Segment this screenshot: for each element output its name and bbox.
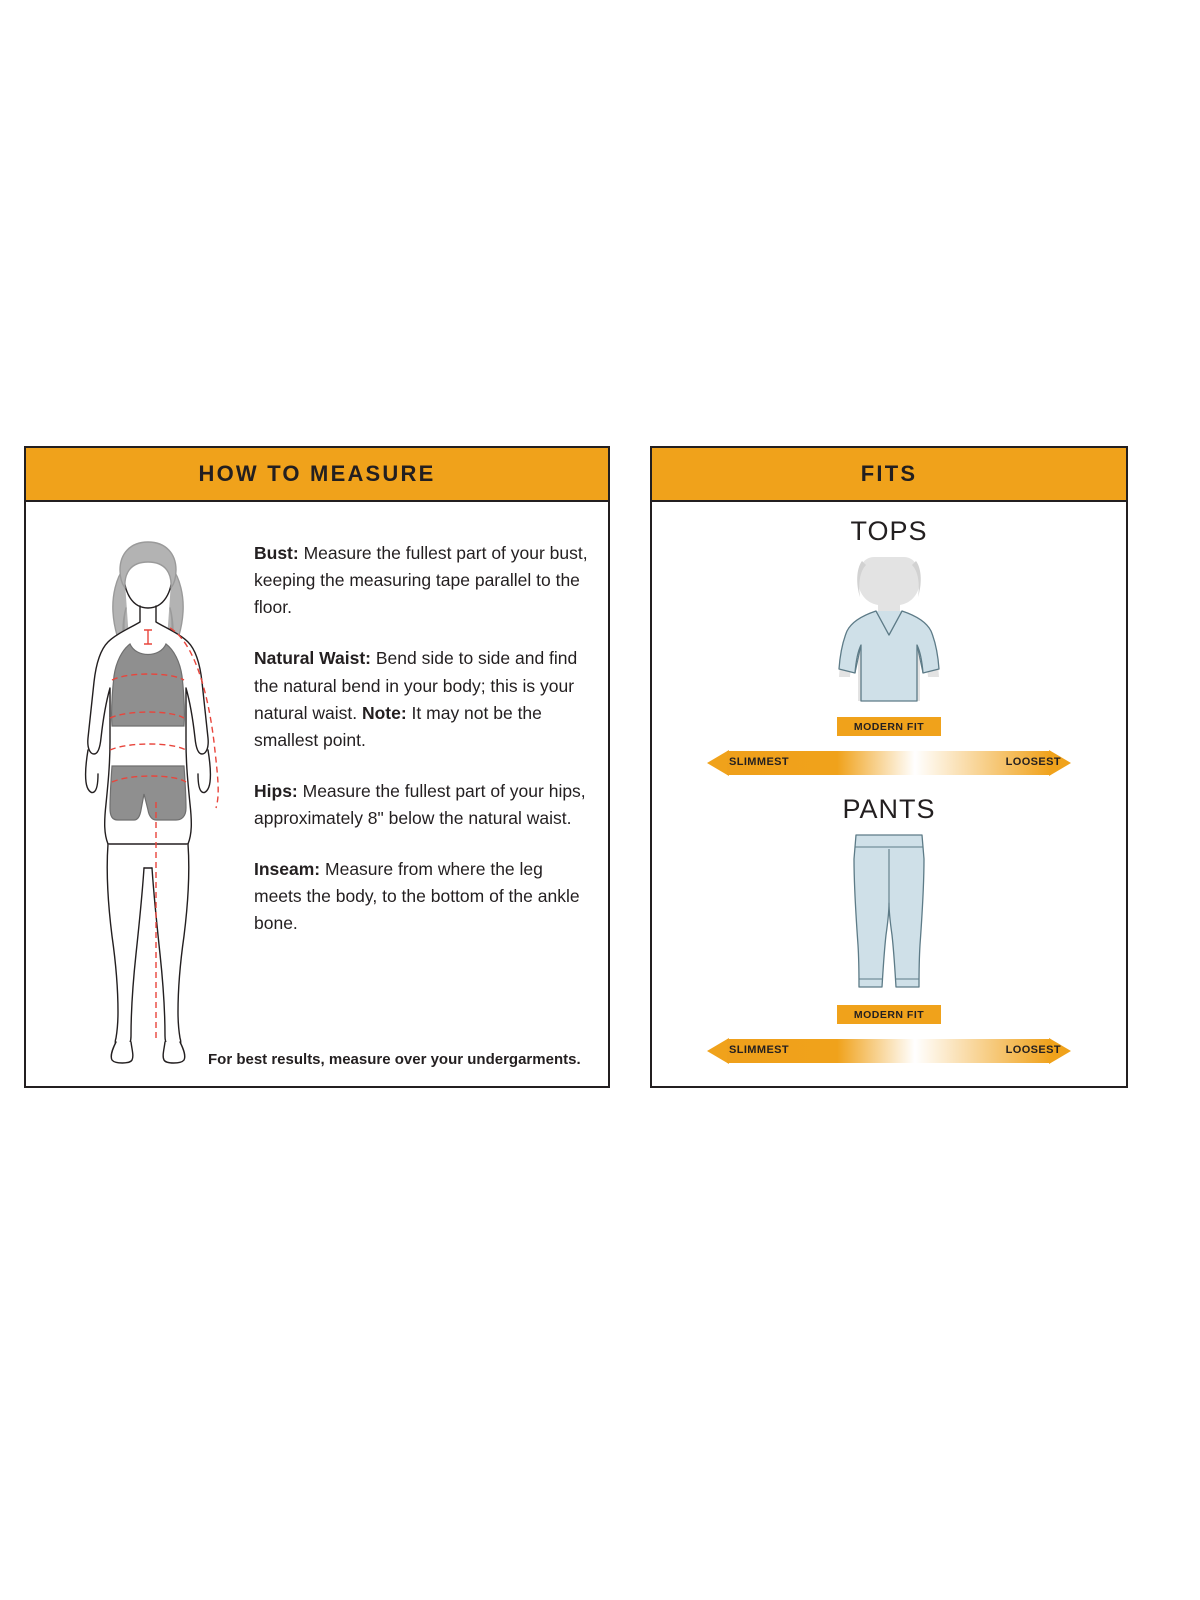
how-to-measure-panel: [24, 446, 610, 1088]
instruction-hips-text: Measure the fullest part of your hips, approximately 8" below the natural waist.: [254, 780, 586, 828]
pants-scale-loosest-label: LOOSEST: [1005, 1044, 1061, 1056]
instruction-note-text: It may not be the smallest point.: [254, 702, 542, 750]
instruction-inseam-text: Measure from where the leg meets the body, to the bottom of the ankle bone.: [254, 859, 580, 934]
instruction-natural-waist-text: Bend side to side and find the natural bend in your body; this is your natural waist.: [254, 648, 578, 723]
pants-fit-scale: [707, 1034, 1071, 1068]
pants-scale-slimmest-label: SLIMMEST: [729, 1044, 790, 1056]
female-body-measurement-figure-icon: [38, 512, 258, 1072]
fits-pants-title: PANTS: [842, 794, 936, 824]
tops-fit-tag: MODERN FIT: [837, 717, 941, 736]
instruction-bust-term: Bust:: [254, 543, 299, 563]
pants-fit-tag: MODERN FIT: [837, 1005, 941, 1024]
instruction-bust-text: Measure the fullest part of your bust, keeping the measuring tape parallel to the floor.: [254, 543, 588, 618]
tops-fit-scale: [707, 746, 1071, 780]
fits-tops-title: TOPS: [850, 516, 928, 546]
instruction-natural-waist: [254, 645, 594, 754]
instruction-note-term: Note:: [361, 702, 407, 723]
instruction-hips: [254, 778, 594, 832]
instruction-hips-term: Hips:: [254, 780, 298, 801]
pants-icon: [652, 829, 1126, 999]
measure-instructions: [254, 540, 594, 938]
tops-scale-loosest-label: LOOSEST: [1005, 756, 1061, 768]
instruction-natural-waist-term: Natural Waist:: [254, 648, 372, 669]
tops-scale-slimmest-label: SLIMMEST: [729, 756, 790, 768]
instruction-inseam: [254, 856, 594, 937]
how-to-measure-body: [26, 502, 608, 1086]
how-to-measure-header: HOW TO MEASURE: [26, 448, 608, 502]
fits-panel: [650, 446, 1128, 1088]
fits-section-tops: [652, 516, 1126, 780]
instruction-bust: [254, 540, 594, 621]
fits-body: [652, 516, 1126, 1100]
fits-header: FITS: [652, 448, 1126, 502]
instruction-inseam-term: Inseam:: [254, 859, 321, 880]
v-neck-top-on-figure-icon: [652, 551, 1126, 711]
fits-section-pants: [652, 794, 1126, 1068]
measure-footnote: For best results, measure over your undergarments.: [208, 1051, 581, 1068]
